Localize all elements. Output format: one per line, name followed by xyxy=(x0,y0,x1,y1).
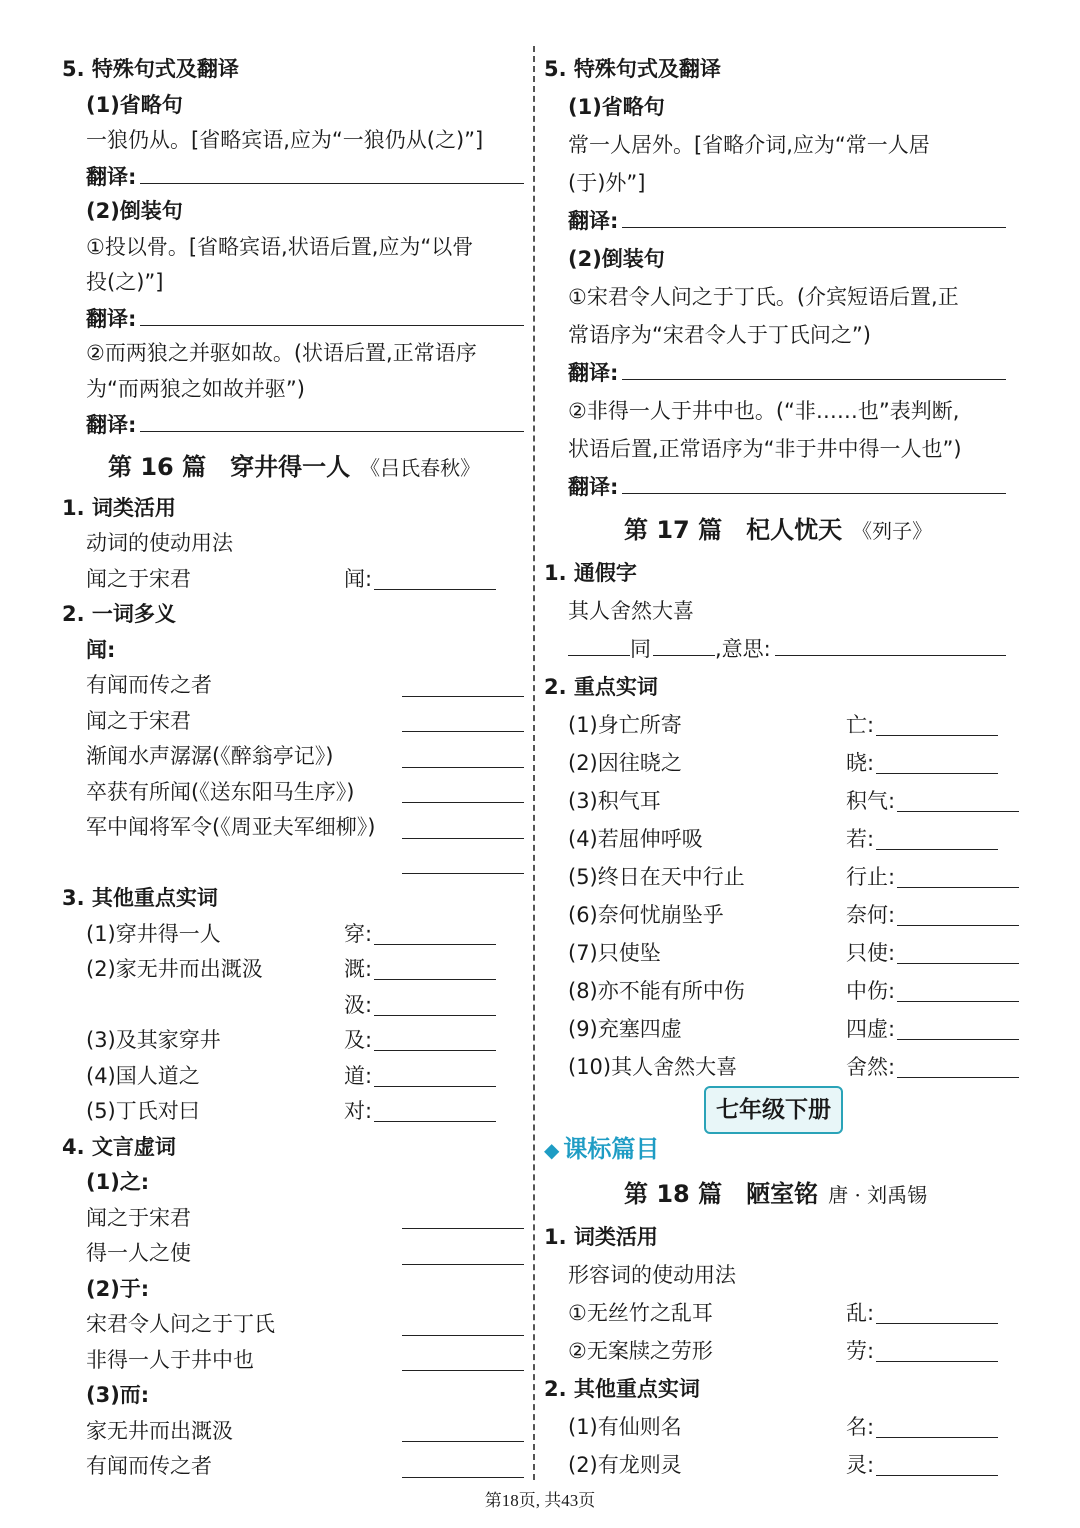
keyword-label: 及: xyxy=(344,1028,373,1052)
polysemy-item xyxy=(62,810,524,846)
keyword-label: 舍然: xyxy=(846,1054,896,1079)
answer-blank[interactable] xyxy=(374,991,496,1016)
answer-blank[interactable] xyxy=(897,863,1019,888)
polysemy-sentence: 渐闻水声潺潺(《醉翁亭记》) xyxy=(86,744,334,768)
translate-label: 翻译: xyxy=(568,208,619,233)
keyword-sentence: (2)家无井而出溉汲 xyxy=(86,957,263,981)
keyword-label: 若: xyxy=(846,826,875,851)
keyword-label: 晓: xyxy=(846,750,875,775)
keyword-sentence: (3)积气耳 xyxy=(568,788,661,813)
answer-blank[interactable] xyxy=(876,825,998,850)
function-word-sentence: 非得一人于井中也 xyxy=(86,1347,254,1372)
keyword-slot xyxy=(846,896,1019,934)
translation-row xyxy=(544,468,1006,506)
keyword-sentence: (5)终日在天中行止 xyxy=(568,864,745,889)
keyword-label: 只使: xyxy=(846,940,896,965)
translate-label: 翻译: xyxy=(86,164,137,189)
answer-blank[interactable] xyxy=(402,1477,524,1478)
translation-blank[interactable] xyxy=(140,407,524,432)
keyword-row xyxy=(62,952,524,988)
section-title: 2. 一词多义 xyxy=(62,602,176,626)
subsection-title: (1)省略句 xyxy=(568,94,665,119)
keyword-row xyxy=(544,820,1006,858)
polysemy-sentence: 卒获有所闻(《送东阳马生序》) xyxy=(86,779,355,804)
translation-row xyxy=(544,202,1006,240)
keyword-sentence: (1)身亡所寄 xyxy=(568,712,682,737)
keyword-label: 灵: xyxy=(846,1452,875,1477)
keyword-row xyxy=(544,744,1006,782)
polysemy-sentence: 有闻而传之者 xyxy=(86,673,212,697)
keyword-sentence: (1)穿井得一人 xyxy=(86,921,221,946)
answer-blank[interactable] xyxy=(402,1228,524,1229)
chapter-name: 第 17 篇 杞人忧天 xyxy=(624,515,843,544)
answer-blank[interactable] xyxy=(402,1335,524,1336)
translation-blank[interactable] xyxy=(140,301,524,326)
section-title: 2. 其他重点实词 xyxy=(544,1376,700,1401)
keyword-row xyxy=(544,934,1006,972)
tongjia-blank-2[interactable] xyxy=(653,631,715,656)
keyword-label: 乱: xyxy=(846,1300,875,1325)
keyword-sentence: (4)国人道之 xyxy=(86,1063,200,1088)
keyword-row xyxy=(544,1010,1006,1048)
keyword-slot xyxy=(344,1094,496,1130)
keyword-list xyxy=(544,706,1006,1086)
keyword-slot xyxy=(846,782,1019,820)
example-sentence: 投(之)”] xyxy=(86,270,164,294)
keyword-sentence: (1)有仙则名 xyxy=(568,1414,682,1439)
keyword-slot xyxy=(344,562,496,598)
keyword-sentence: (3)及其家穿井 xyxy=(86,1028,221,1052)
keyword-row xyxy=(544,1408,1006,1446)
keyword-row xyxy=(544,1332,1006,1370)
keyword-slot xyxy=(846,1294,998,1332)
translate-label: 翻译: xyxy=(568,474,619,499)
keyword-sentence: (10)其人舍然大喜 xyxy=(568,1054,738,1079)
answer-blank[interactable] xyxy=(402,838,524,839)
keyword-label: 对: xyxy=(344,1099,373,1123)
keyword-sentence: ①无丝竹之乱耳 xyxy=(568,1300,713,1325)
translation-blank[interactable] xyxy=(622,469,1006,494)
answer-blank[interactable] xyxy=(897,1053,1019,1078)
chapter-name: 第 18 篇 陋室铭 xyxy=(624,1179,819,1208)
curriculum-title: 课标篇目 xyxy=(563,1134,660,1163)
function-word: (2)于: xyxy=(86,1276,150,1301)
function-word-item xyxy=(62,1449,524,1485)
keyword-sentence: (7)只使坠 xyxy=(568,940,661,965)
keyword-slot xyxy=(846,706,998,744)
answer-blank[interactable] xyxy=(876,1337,998,1362)
polysemy-item xyxy=(62,775,524,811)
keyword-row xyxy=(544,1446,1006,1484)
translation-row xyxy=(62,159,524,195)
keyword-sentence: (6)奈何忧崩坠乎 xyxy=(568,902,724,927)
answer-row xyxy=(62,846,524,882)
answer-blank[interactable] xyxy=(876,1413,998,1438)
keyword-label: 中伤: xyxy=(846,978,896,1003)
example-sentence: ②而两狼之并驱如故。(状语后置,正常语序 xyxy=(86,341,477,365)
section-title: 4. 文言虚词 xyxy=(62,1134,176,1159)
section-subtitle: 动词的使动用法 xyxy=(86,531,233,555)
answer-blank[interactable] xyxy=(402,731,524,732)
function-word-sentence: 闻之于宋君 xyxy=(86,1205,191,1230)
column-divider xyxy=(533,46,535,1480)
section-title: 2. 重点实词 xyxy=(544,674,658,699)
answer-blank[interactable] xyxy=(402,802,524,803)
keyword-row xyxy=(62,1059,524,1095)
keyword-label: 汲: xyxy=(344,992,373,1017)
subsection-title: (2)倒装句 xyxy=(86,199,183,223)
answer-blank[interactable] xyxy=(897,787,1019,812)
subsection-title: (1)省略句 xyxy=(86,92,183,117)
section-subtitle: 形容词的使动用法 xyxy=(568,1262,736,1287)
keyword-sentence: (8)亦不能有所中伤 xyxy=(568,978,745,1003)
polysemy-word: 闻: xyxy=(86,637,116,662)
keyword-slot xyxy=(846,1408,998,1446)
polysemy-sentence: 军中闻将军令(《周亚夫军细柳》) xyxy=(86,815,376,839)
answer-blank[interactable] xyxy=(374,1026,496,1051)
translate-label: 翻译: xyxy=(568,360,619,385)
right-column xyxy=(544,52,1006,1484)
keyword-label: 穿: xyxy=(344,921,373,946)
keyword-sentence: 闻之于宋君 xyxy=(86,566,191,591)
translation-blank[interactable] xyxy=(622,355,1006,380)
answer-blank[interactable] xyxy=(876,711,998,736)
translation-blank[interactable] xyxy=(622,203,1006,228)
example-sentence: 为“而两狼之如故并驱”) xyxy=(86,376,305,401)
section-title: 5. 特殊句式及翻译 xyxy=(544,57,721,81)
keyword-label: 积气: xyxy=(846,788,896,813)
polysemy-item xyxy=(62,704,524,740)
answer-blank[interactable] xyxy=(402,1264,524,1265)
answer-blank[interactable] xyxy=(402,873,524,874)
polysemy-item xyxy=(62,668,524,704)
example-sentence: 常一人居外。[省略介词,应为“常一人居 xyxy=(568,132,930,157)
keyword-row xyxy=(544,706,1006,744)
keyword-row xyxy=(62,1094,524,1130)
keyword-sentence: ②无案牍之劳形 xyxy=(568,1338,713,1363)
answer-blank[interactable] xyxy=(374,1097,496,1122)
subsection-title: (2)倒装句 xyxy=(568,246,665,271)
answer-blank[interactable] xyxy=(876,749,998,774)
answer-blank[interactable] xyxy=(897,939,1019,964)
keyword-label: 亡: xyxy=(846,712,875,737)
keyword-label: 道: xyxy=(344,1063,373,1088)
answer-blank[interactable] xyxy=(876,1299,998,1324)
function-word: (1)之: xyxy=(86,1170,150,1194)
grade-row xyxy=(544,1086,1006,1128)
chapter-name: 第 16 篇 穿井得一人 xyxy=(108,452,351,481)
translation-row xyxy=(62,407,524,443)
keyword-slot xyxy=(846,1048,1019,1086)
keyword-slot xyxy=(846,858,1019,896)
keyword-sentence: (5)丁氏对曰 xyxy=(86,1099,200,1123)
keyword-row xyxy=(544,972,1006,1010)
polysemy-item xyxy=(62,739,524,775)
example-sentence: ①宋君令人问之于丁氏。(介宾短语后置,正 xyxy=(568,284,959,309)
function-word-sentence: 有闻而传之者 xyxy=(86,1454,212,1478)
section-title: 1. 词类活用 xyxy=(544,1224,658,1249)
keyword-row xyxy=(544,896,1006,934)
answer-blank[interactable] xyxy=(374,565,496,590)
keyword-label: 溉: xyxy=(344,957,373,981)
function-word-item xyxy=(62,1236,524,1272)
example-sentence: (于)外”] xyxy=(568,170,646,195)
meaning-label: ,意思: xyxy=(715,636,771,661)
keyword-row xyxy=(62,1023,524,1059)
chapter-source: 《列子》 xyxy=(852,518,933,543)
keyword-slot xyxy=(344,988,496,1024)
chapter-source: 唐 · 刘禹锡 xyxy=(828,1182,928,1207)
grade-badge: 七年级下册 xyxy=(704,1086,843,1134)
left-column xyxy=(62,52,524,1485)
tongjia-blank-1[interactable] xyxy=(568,631,630,656)
answer-blank[interactable] xyxy=(374,955,496,980)
keyword-row xyxy=(62,562,524,598)
keyword-row xyxy=(62,988,524,1024)
function-word-sentence: 宋君令人问之于丁氏 xyxy=(86,1312,275,1336)
keyword-sentence: (4)若屈伸呼吸 xyxy=(568,826,703,851)
function-word-item xyxy=(62,1414,524,1450)
same-label: 同 xyxy=(630,636,651,661)
translate-label: 翻译: xyxy=(86,306,137,331)
curriculum-heading xyxy=(544,1128,1006,1170)
meaning-blank[interactable] xyxy=(775,631,1006,656)
function-word-sentence: 家无井而出溉汲 xyxy=(86,1418,233,1443)
polysemy-sentence: 闻之于宋君 xyxy=(86,708,191,733)
example-sentence: ②非得一人于井中也。(“非……也”表判断, xyxy=(568,398,960,423)
keyword-slot xyxy=(846,972,1019,1010)
keyword-row xyxy=(544,782,1006,820)
keyword-slot xyxy=(344,952,496,988)
keyword-sentence: (2)因往晓之 xyxy=(568,750,682,775)
example-sentence: ①投以骨。[省略宾语,状语后置,应为“以骨 xyxy=(86,234,474,259)
answer-blank[interactable] xyxy=(402,767,524,768)
keyword-slot xyxy=(846,1446,998,1484)
translation-row xyxy=(544,354,1006,392)
keyword-label: 闻: xyxy=(344,566,373,591)
keyword-list xyxy=(544,1408,1006,1484)
chapter-title xyxy=(544,506,1006,554)
keyword-slot xyxy=(846,1332,998,1370)
answer-blank[interactable] xyxy=(402,1441,524,1442)
example-sentence: 状语后置,正常语序为“非于井中得一人也”) xyxy=(568,436,962,461)
diamond-icon: ◆ xyxy=(544,1137,560,1162)
keyword-slot xyxy=(344,1059,496,1095)
keyword-slot xyxy=(846,744,998,782)
function-word-item xyxy=(62,1307,524,1343)
keyword-slot xyxy=(344,1023,496,1059)
keyword-row xyxy=(544,1048,1006,1086)
keyword-slot xyxy=(846,820,998,858)
answer-blank[interactable] xyxy=(374,920,496,945)
translation-blank[interactable] xyxy=(140,159,524,184)
function-word-sentence: 得一人之使 xyxy=(86,1241,191,1265)
keyword-sentence: (2)有龙则灵 xyxy=(568,1452,682,1477)
keyword-label: 四虚: xyxy=(846,1016,896,1041)
keyword-label: 名: xyxy=(846,1414,875,1439)
keyword-label: 行止: xyxy=(846,864,896,889)
keyword-label: 奈何: xyxy=(846,902,896,927)
polysemy-list xyxy=(62,668,524,846)
example-sentence: 一狼仍从。[省略宾语,应为“一狼仍从(之)”] xyxy=(86,128,484,152)
answer-blank[interactable] xyxy=(374,1062,496,1087)
function-word-item xyxy=(62,1343,524,1379)
translation-row xyxy=(62,301,524,337)
keyword-slot xyxy=(846,1010,1019,1048)
function-word-item xyxy=(62,1201,524,1237)
keyword-row xyxy=(544,1294,1006,1332)
keyword-slot xyxy=(344,917,496,953)
keyword-list xyxy=(62,917,524,1130)
answer-blank[interactable] xyxy=(402,1370,524,1371)
chapter-source: 《吕氏春秋》 xyxy=(360,455,481,480)
section-title: 3. 其他重点实词 xyxy=(62,886,218,910)
keyword-list xyxy=(544,1294,1006,1370)
answer-blank[interactable] xyxy=(402,696,524,697)
chapter-title xyxy=(544,1170,1006,1218)
section-title: 1. 词类活用 xyxy=(62,495,176,520)
answer-blank[interactable] xyxy=(876,1451,998,1476)
section-title: 5. 特殊句式及翻译 xyxy=(62,57,239,81)
keyword-row xyxy=(62,917,524,953)
answer-blank[interactable] xyxy=(897,901,1019,926)
answer-blank[interactable] xyxy=(897,1015,1019,1040)
keyword-sentence: (9)充塞四虚 xyxy=(568,1016,682,1041)
function-word: (3)而: xyxy=(86,1383,150,1407)
chapter-title xyxy=(62,443,524,491)
example-sentence: 其人舍然大喜 xyxy=(568,598,694,623)
keyword-slot xyxy=(846,934,1019,972)
keyword-label: 劳: xyxy=(846,1338,875,1363)
keyword-row xyxy=(544,858,1006,896)
answer-blank[interactable] xyxy=(897,977,1019,1002)
tongjia-row xyxy=(544,630,1006,668)
section-title: 1. 通假字 xyxy=(544,560,637,585)
function-word-list xyxy=(62,1165,524,1485)
example-sentence: 常语序为“宋君令人于丁氏问之”) xyxy=(568,322,871,347)
translate-label: 翻译: xyxy=(86,413,137,437)
page-footer: 第18页, 共43页 xyxy=(484,1491,596,1510)
